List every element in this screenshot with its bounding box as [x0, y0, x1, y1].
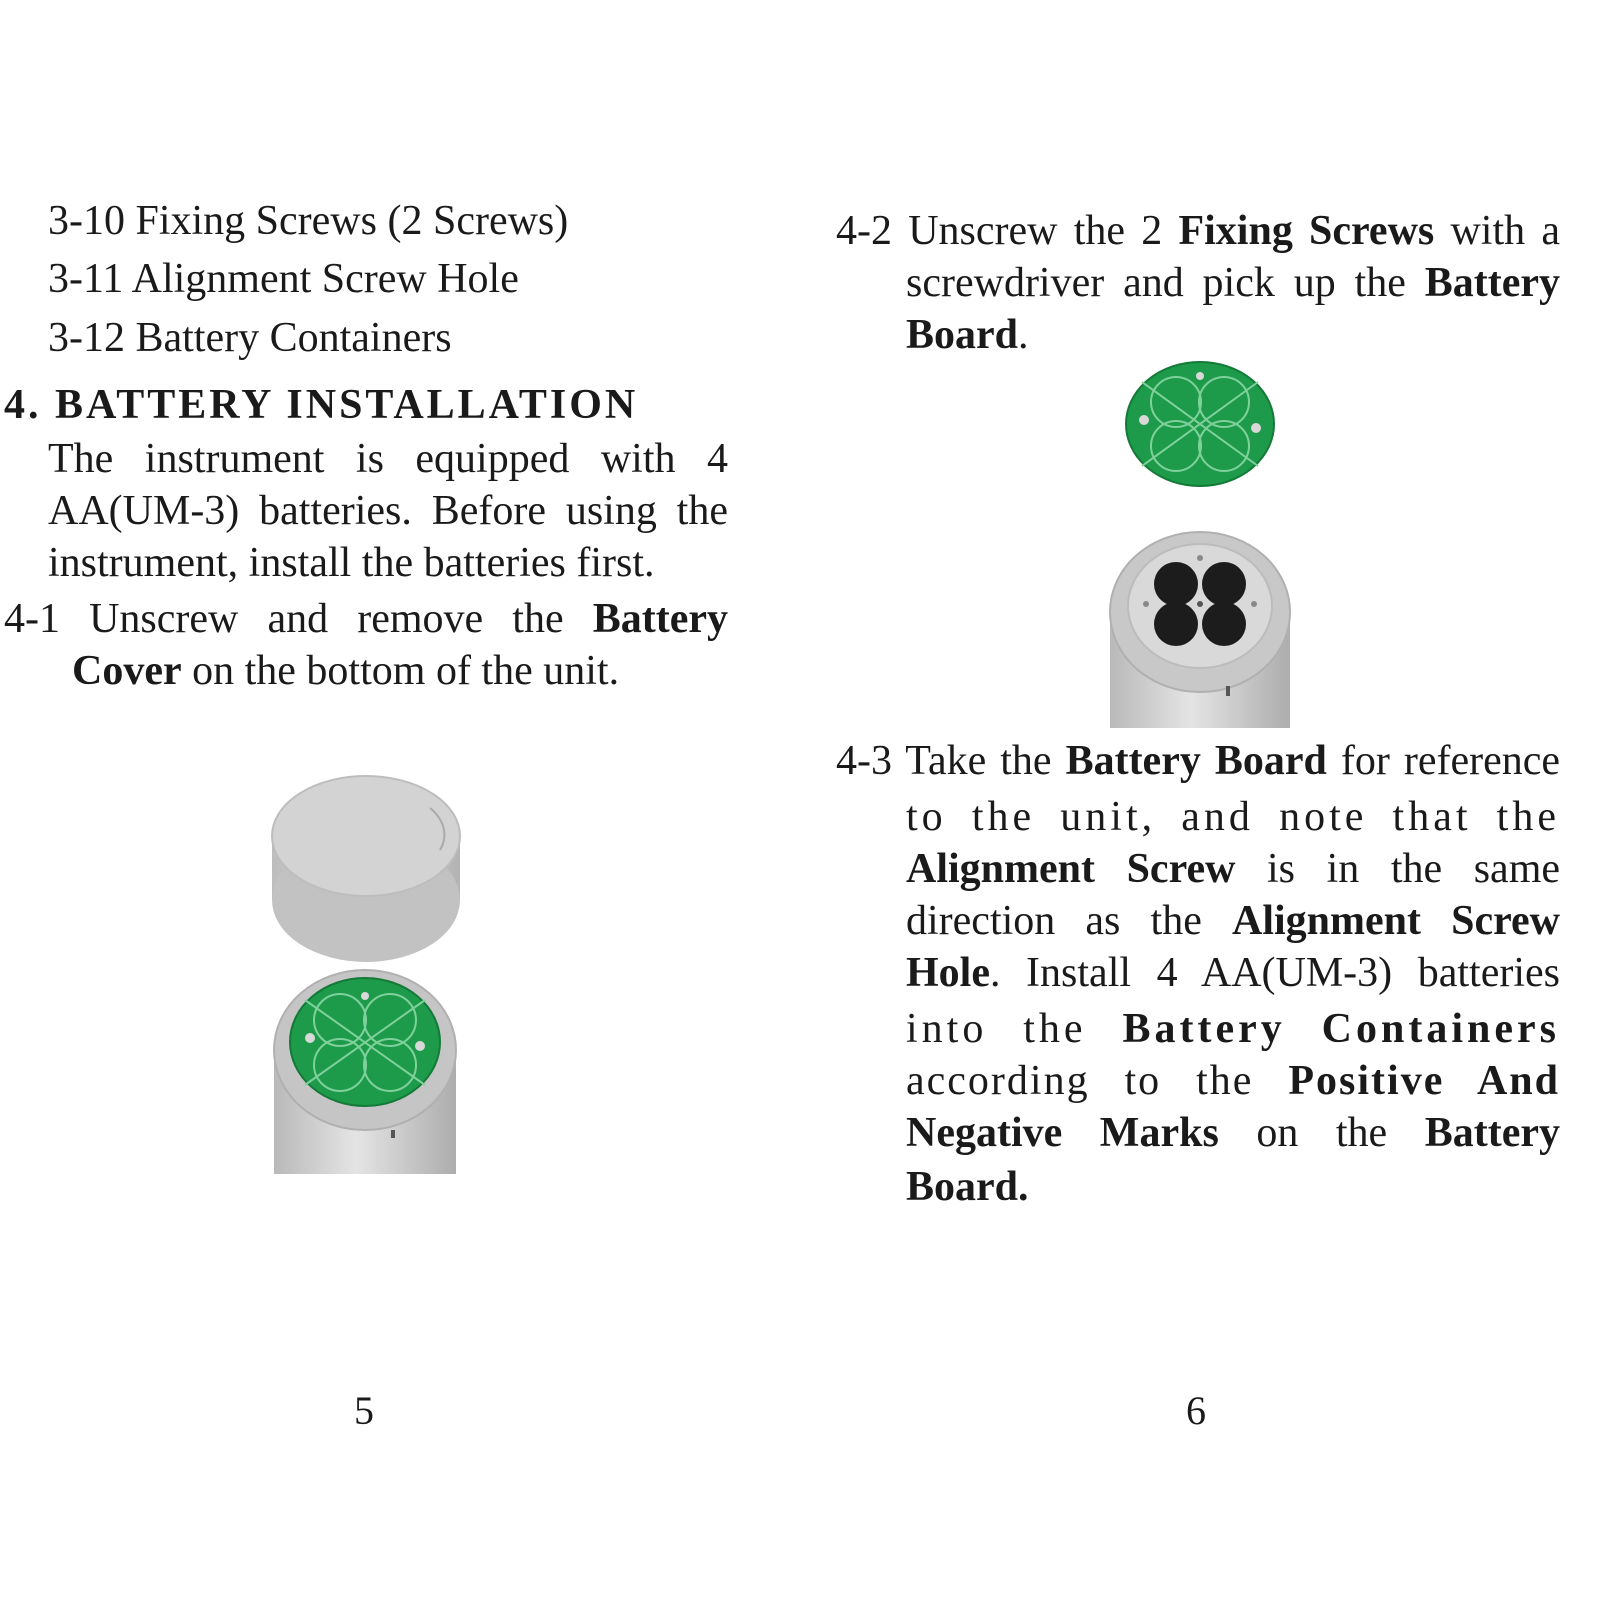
step-4-3-line-1: [836, 736, 1560, 786]
step-bold-text: Alignment Screw: [906, 846, 1236, 892]
step-bold-text: Battery: [592, 596, 728, 642]
step-4-1-line-2: [72, 646, 619, 696]
step-text: with a: [1434, 208, 1561, 254]
step-bold-text: Alignment Screw: [1232, 898, 1560, 944]
step-bold-text: Battery Board: [1065, 738, 1327, 784]
intro-line-1: The instrument is equipped with 4: [48, 436, 728, 482]
step-bold-text: Battery Containers: [1122, 1006, 1560, 1052]
step-4-3-line-2: to the unit, and note that the: [906, 794, 1560, 840]
unit-body-icon: [274, 970, 456, 1174]
intro-line-3: instrument, install the batteries first.: [48, 540, 655, 586]
step-text: on the bottom of the unit.: [181, 648, 620, 694]
step-4-3-line-8: [906, 1108, 1560, 1158]
step-text: 4-1 Unscrew and remove the: [4, 596, 593, 642]
step-text: 4-3 Take the: [836, 738, 1066, 784]
intro-line-2: AA(UM-3) batteries. Before using the: [48, 488, 728, 534]
right-page: [800, 0, 1600, 1600]
step-4-2-line-3: [906, 310, 1029, 360]
step-bold-text: Fixing Screws: [1178, 208, 1435, 254]
step-4-3-line-4: [906, 896, 1560, 946]
step-text: according to the: [906, 1058, 1289, 1104]
section-heading: 4. BATTERY INSTALLATION: [4, 382, 639, 428]
part-3-10: 3-10 Fixing Screws (2 Screws): [48, 198, 569, 244]
step-text: .: [1018, 312, 1029, 358]
step-bold-text: Cover: [72, 648, 182, 694]
battery-board-removal-illustration: [1108, 358, 1298, 730]
step-bold-text: Negative Marks: [906, 1110, 1219, 1156]
step-4-3-line-5: [906, 948, 1560, 998]
part-3-12: 3-12 Battery Containers: [48, 315, 452, 361]
page-number-6: 6: [1186, 1388, 1206, 1433]
step-4-3-line-3: [906, 844, 1560, 894]
step-text: for reference: [1326, 738, 1561, 784]
step-bold-text: Hole: [906, 950, 990, 996]
step-text: . Install 4 AA(UM-3) batteries: [989, 950, 1560, 996]
part-3-11: 3-11 Alignment Screw Hole: [48, 256, 519, 302]
step-bold-text: Battery: [1424, 1110, 1560, 1156]
step-4-3-line-6: [906, 1004, 1560, 1054]
battery-cover-icon: [272, 776, 460, 962]
unit-body-icon: [1110, 532, 1290, 728]
step-bold-text: Positive And: [1288, 1058, 1561, 1104]
step-4-2-line-1: [836, 206, 1560, 256]
step-text: on the: [1218, 1110, 1425, 1156]
step-bold-text: Board.: [906, 1164, 1029, 1210]
step-text: is in the same: [1235, 846, 1561, 892]
step-text: into the: [906, 1006, 1123, 1052]
step-4-3-line-7: [906, 1056, 1560, 1106]
step-text: 4-2 Unscrew the 2: [836, 208, 1179, 254]
step-bold-text: Battery: [1424, 260, 1560, 306]
step-4-3-line-9: [906, 1162, 1029, 1212]
battery-board-icon: [1126, 362, 1274, 486]
battery-cover-removal-illustration: [260, 770, 470, 1180]
step-4-1-line-1: [4, 594, 728, 644]
step-text: direction as the: [906, 898, 1232, 944]
step-bold-text: Board: [906, 312, 1019, 358]
step-text: screwdriver and pick up the: [906, 260, 1425, 306]
step-4-2-line-2: [906, 258, 1560, 308]
page-number-5: 5: [354, 1388, 374, 1433]
